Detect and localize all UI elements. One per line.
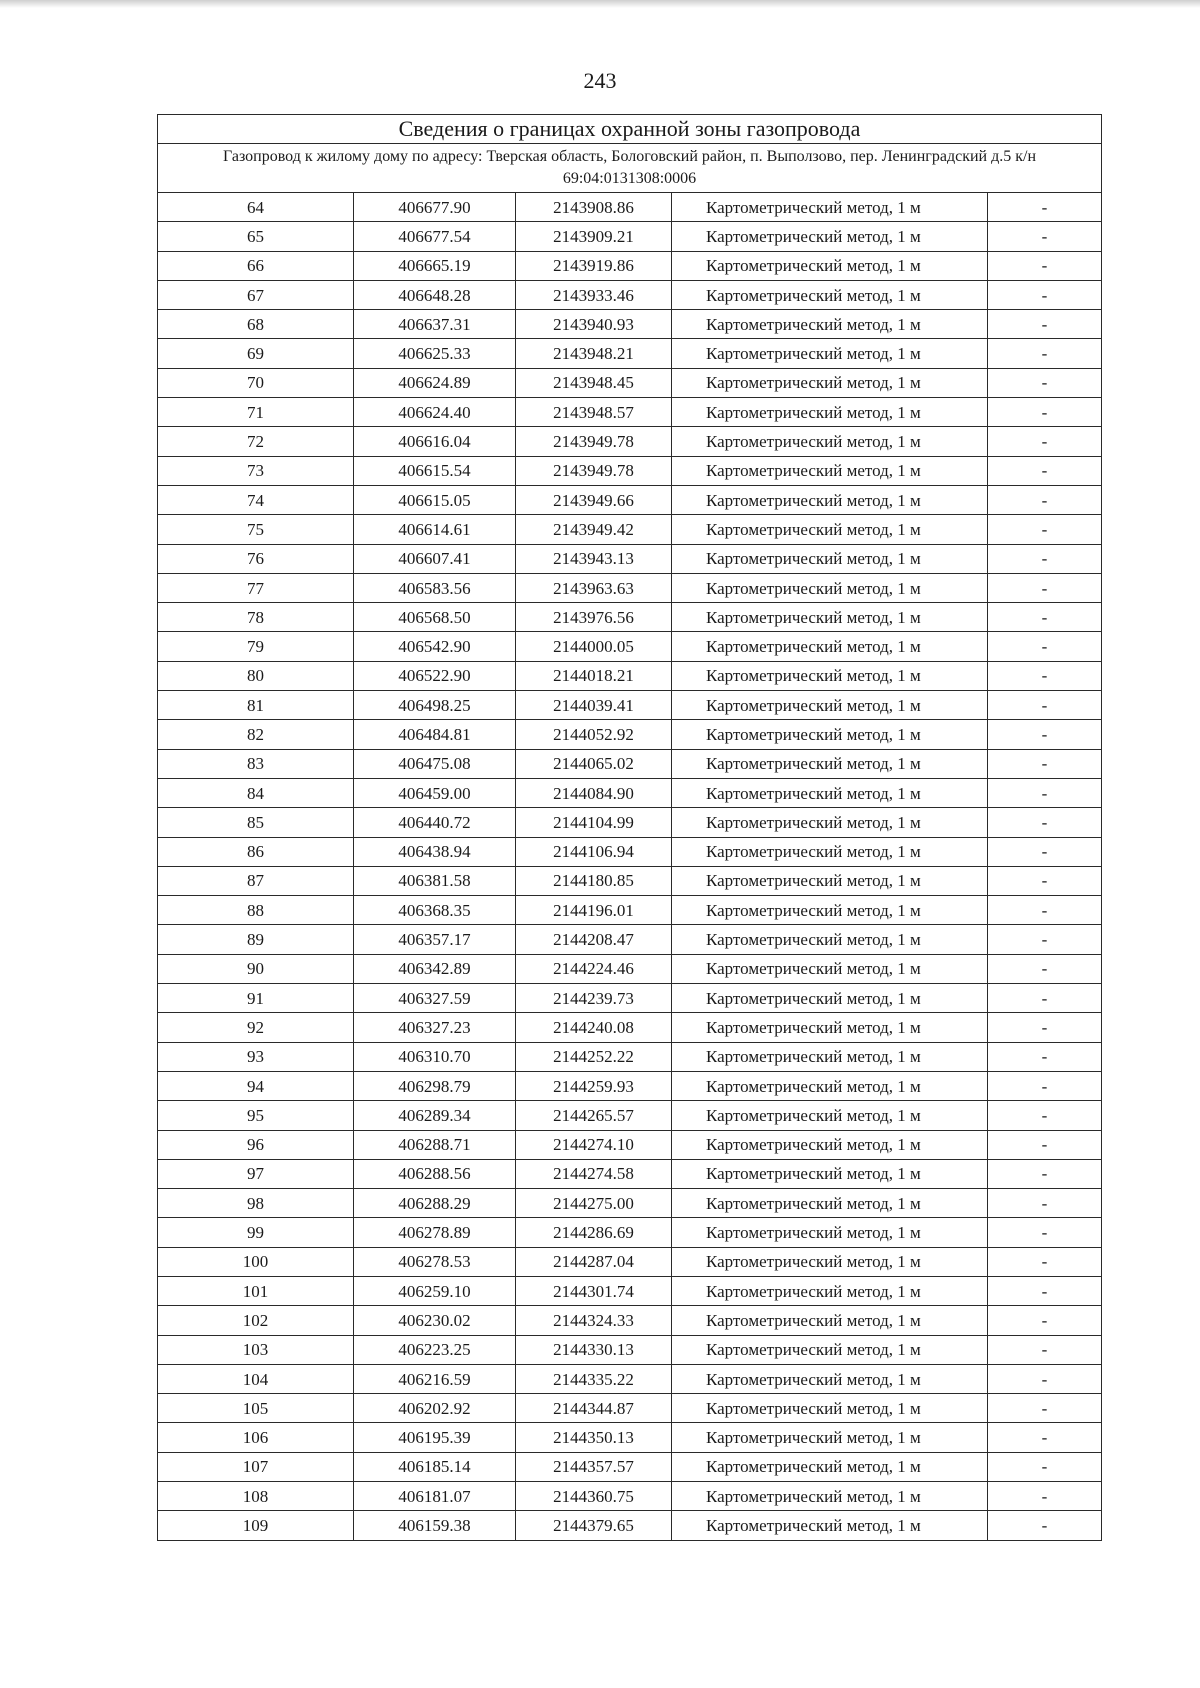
point-number-cell: 93: [158, 1042, 354, 1071]
table-row: [158, 456, 1102, 485]
table-row: [158, 1101, 1102, 1130]
x-coordinate-cell: 406498.25: [354, 691, 516, 720]
x-coordinate-cell: 406459.00: [354, 778, 516, 807]
point-number-cell: 74: [158, 485, 354, 514]
x-coordinate-cell: 406616.04: [354, 427, 516, 456]
x-coordinate-cell: 406665.19: [354, 251, 516, 280]
note-cell: -: [988, 1306, 1102, 1335]
point-number-cell: 66: [158, 251, 354, 280]
x-coordinate-cell: 406195.39: [354, 1423, 516, 1452]
y-coordinate-cell: 2144301.74: [516, 1276, 672, 1305]
method-cell: Картометрический метод, 1 м: [672, 603, 988, 632]
note-cell: -: [988, 1276, 1102, 1305]
note-cell: -: [988, 515, 1102, 544]
y-coordinate-cell: 2143940.93: [516, 310, 672, 339]
table-row: [158, 1013, 1102, 1042]
x-coordinate-cell: 406677.54: [354, 222, 516, 251]
scan-edge: [0, 0, 1200, 8]
note-cell: -: [988, 310, 1102, 339]
method-cell: Картометрический метод, 1 м: [672, 632, 988, 661]
note-cell: -: [988, 1130, 1102, 1159]
table-row: [158, 1276, 1102, 1305]
x-coordinate-cell: 406648.28: [354, 280, 516, 309]
point-number-cell: 69: [158, 339, 354, 368]
x-coordinate-cell: 406230.02: [354, 1306, 516, 1335]
y-coordinate-cell: 2144265.57: [516, 1101, 672, 1130]
note-cell: -: [988, 896, 1102, 925]
y-coordinate-cell: 2144274.10: [516, 1130, 672, 1159]
method-cell: Картометрический метод, 1 м: [672, 1364, 988, 1393]
y-coordinate-cell: 2144224.46: [516, 954, 672, 983]
x-coordinate-cell: 406583.56: [354, 573, 516, 602]
note-cell: -: [988, 1452, 1102, 1481]
y-coordinate-cell: 2144065.02: [516, 749, 672, 778]
x-coordinate-cell: 406475.08: [354, 749, 516, 778]
x-coordinate-cell: 406288.29: [354, 1189, 516, 1218]
note-cell: -: [988, 222, 1102, 251]
point-number-cell: 105: [158, 1394, 354, 1423]
x-coordinate-cell: 406615.05: [354, 485, 516, 514]
table-row: [158, 1218, 1102, 1247]
y-coordinate-cell: 2144240.08: [516, 1013, 672, 1042]
table-row: [158, 193, 1102, 222]
y-coordinate-cell: 2144360.75: [516, 1482, 672, 1511]
point-number-cell: 80: [158, 661, 354, 690]
method-cell: Картометрический метод, 1 м: [672, 427, 988, 456]
y-coordinate-cell: 2144239.73: [516, 984, 672, 1013]
table-row: [158, 1482, 1102, 1511]
table-row: [158, 1247, 1102, 1276]
x-coordinate-cell: 406185.14: [354, 1452, 516, 1481]
method-cell: Картометрический метод, 1 м: [672, 984, 988, 1013]
x-coordinate-cell: 406327.59: [354, 984, 516, 1013]
point-number-cell: 76: [158, 544, 354, 573]
note-cell: -: [988, 808, 1102, 837]
method-cell: Картометрический метод, 1 м: [672, 193, 988, 222]
x-coordinate-cell: 406278.89: [354, 1218, 516, 1247]
note-cell: -: [988, 427, 1102, 456]
note-cell: -: [988, 398, 1102, 427]
point-number-cell: 102: [158, 1306, 354, 1335]
method-cell: Картометрический метод, 1 м: [672, 1101, 988, 1130]
method-cell: Картометрический метод, 1 м: [672, 310, 988, 339]
point-number-cell: 90: [158, 954, 354, 983]
x-coordinate-cell: 406522.90: [354, 661, 516, 690]
note-cell: -: [988, 1423, 1102, 1452]
y-coordinate-cell: 2143919.86: [516, 251, 672, 280]
y-coordinate-cell: 2144052.92: [516, 720, 672, 749]
point-number-cell: 108: [158, 1482, 354, 1511]
point-number-cell: 107: [158, 1452, 354, 1481]
point-number-cell: 96: [158, 1130, 354, 1159]
note-cell: -: [988, 984, 1102, 1013]
method-cell: Картометрический метод, 1 м: [672, 1306, 988, 1335]
x-coordinate-cell: 406216.59: [354, 1364, 516, 1393]
y-coordinate-cell: 2144106.94: [516, 837, 672, 866]
method-cell: Картометрический метод, 1 м: [672, 1452, 988, 1481]
x-coordinate-cell: 406223.25: [354, 1335, 516, 1364]
note-cell: -: [988, 368, 1102, 397]
x-coordinate-cell: 406677.90: [354, 193, 516, 222]
y-coordinate-cell: 2144379.65: [516, 1511, 672, 1540]
method-cell: Картометрический метод, 1 м: [672, 1189, 988, 1218]
table-row: [158, 661, 1102, 690]
note-cell: -: [988, 1482, 1102, 1511]
point-number-cell: 79: [158, 632, 354, 661]
point-number-cell: 70: [158, 368, 354, 397]
y-coordinate-cell: 2143948.21: [516, 339, 672, 368]
point-number-cell: 97: [158, 1159, 354, 1188]
method-cell: Картометрический метод, 1 м: [672, 544, 988, 573]
point-number-cell: 91: [158, 984, 354, 1013]
x-coordinate-cell: 406624.40: [354, 398, 516, 427]
x-coordinate-cell: 406614.61: [354, 515, 516, 544]
table-row: [158, 573, 1102, 602]
note-cell: -: [988, 925, 1102, 954]
method-cell: Картометрический метод, 1 м: [672, 720, 988, 749]
y-coordinate-cell: 2143949.78: [516, 427, 672, 456]
y-coordinate-cell: 2143908.86: [516, 193, 672, 222]
table-row: [158, 954, 1102, 983]
y-coordinate-cell: 2144104.99: [516, 808, 672, 837]
table-row: [158, 398, 1102, 427]
point-number-cell: 104: [158, 1364, 354, 1393]
point-number-cell: 109: [158, 1511, 354, 1540]
table-row: [158, 1364, 1102, 1393]
note-cell: -: [988, 1042, 1102, 1071]
note-cell: -: [988, 691, 1102, 720]
note-cell: -: [988, 1159, 1102, 1188]
x-coordinate-cell: 406438.94: [354, 837, 516, 866]
note-cell: -: [988, 280, 1102, 309]
method-cell: Картометрический метод, 1 м: [672, 1511, 988, 1540]
point-number-cell: 64: [158, 193, 354, 222]
point-number-cell: 98: [158, 1189, 354, 1218]
point-number-cell: 71: [158, 398, 354, 427]
point-number-cell: 77: [158, 573, 354, 602]
point-number-cell: 92: [158, 1013, 354, 1042]
note-cell: -: [988, 720, 1102, 749]
y-coordinate-cell: 2144357.57: [516, 1452, 672, 1481]
note-cell: -: [988, 456, 1102, 485]
note-cell: -: [988, 954, 1102, 983]
method-cell: Картометрический метод, 1 м: [672, 749, 988, 778]
table-row: [158, 1189, 1102, 1218]
table-row: [158, 1335, 1102, 1364]
x-coordinate-cell: 406288.71: [354, 1130, 516, 1159]
y-coordinate-cell: 2143963.63: [516, 573, 672, 602]
y-coordinate-cell: 2144350.13: [516, 1423, 672, 1452]
table-row: [158, 1042, 1102, 1071]
x-coordinate-cell: 406440.72: [354, 808, 516, 837]
method-cell: Картометрический метод, 1 м: [672, 1218, 988, 1247]
y-coordinate-cell: 2143949.66: [516, 485, 672, 514]
table-row: [158, 749, 1102, 778]
method-cell: Картометрический метод, 1 м: [672, 573, 988, 602]
method-cell: Картометрический метод, 1 м: [672, 866, 988, 895]
y-coordinate-cell: 2144259.93: [516, 1071, 672, 1100]
table-row: [158, 515, 1102, 544]
x-coordinate-cell: 406368.35: [354, 896, 516, 925]
y-coordinate-cell: 2144275.00: [516, 1189, 672, 1218]
method-cell: Картометрический метод, 1 м: [672, 1042, 988, 1071]
method-cell: Картометрический метод, 1 м: [672, 925, 988, 954]
table-title: Сведения о границах охранной зоны газопровода: [158, 115, 1102, 144]
y-coordinate-cell: 2143943.13: [516, 544, 672, 573]
point-number-cell: 89: [158, 925, 354, 954]
table-subtitle: Газопровод к жилому дому по адресу: Тверская область, Бологовский район, п. Выползово, пер. Ленинградский д.5 к/н 69:04:0131308:0006: [158, 144, 1102, 193]
table-row: [158, 925, 1102, 954]
table-row: [158, 691, 1102, 720]
x-coordinate-cell: 406342.89: [354, 954, 516, 983]
x-coordinate-cell: 406259.10: [354, 1276, 516, 1305]
method-cell: Картометрический метод, 1 м: [672, 398, 988, 427]
method-cell: Картометрический метод, 1 м: [672, 837, 988, 866]
note-cell: -: [988, 544, 1102, 573]
note-cell: -: [988, 866, 1102, 895]
y-coordinate-cell: 2144084.90: [516, 778, 672, 807]
y-coordinate-cell: 2143949.42: [516, 515, 672, 544]
point-number-cell: 100: [158, 1247, 354, 1276]
point-number-cell: 103: [158, 1335, 354, 1364]
method-cell: Картометрический метод, 1 м: [672, 515, 988, 544]
method-cell: Картометрический метод, 1 м: [672, 485, 988, 514]
table-row: [158, 632, 1102, 661]
table-row: [158, 808, 1102, 837]
method-cell: Картометрический метод, 1 м: [672, 661, 988, 690]
method-cell: Картометрический метод, 1 м: [672, 1013, 988, 1042]
method-cell: Картометрический метод, 1 м: [672, 1247, 988, 1276]
method-cell: Картометрический метод, 1 м: [672, 456, 988, 485]
y-coordinate-cell: 2144039.41: [516, 691, 672, 720]
x-coordinate-cell: 406159.38: [354, 1511, 516, 1540]
method-cell: Картометрический метод, 1 м: [672, 896, 988, 925]
y-coordinate-cell: 2144018.21: [516, 661, 672, 690]
table-subtitle-row: [158, 144, 1102, 193]
table-row: [158, 280, 1102, 309]
y-coordinate-cell: 2144344.87: [516, 1394, 672, 1423]
method-cell: Картометрический метод, 1 м: [672, 1159, 988, 1188]
table-row: [158, 720, 1102, 749]
note-cell: -: [988, 193, 1102, 222]
table-row: [158, 310, 1102, 339]
x-coordinate-cell: 406289.34: [354, 1101, 516, 1130]
point-number-cell: 75: [158, 515, 354, 544]
method-cell: Картометрический метод, 1 м: [672, 280, 988, 309]
point-number-cell: 73: [158, 456, 354, 485]
table-row: [158, 984, 1102, 1013]
point-number-cell: 84: [158, 778, 354, 807]
x-coordinate-cell: 406278.53: [354, 1247, 516, 1276]
x-coordinate-cell: 406607.41: [354, 544, 516, 573]
method-cell: Картометрический метод, 1 м: [672, 1335, 988, 1364]
y-coordinate-cell: 2143948.45: [516, 368, 672, 397]
table-row: [158, 1130, 1102, 1159]
y-coordinate-cell: 2144274.58: [516, 1159, 672, 1188]
point-number-cell: 95: [158, 1101, 354, 1130]
y-coordinate-cell: 2143948.57: [516, 398, 672, 427]
table-row: [158, 896, 1102, 925]
method-cell: Картометрический метод, 1 м: [672, 778, 988, 807]
note-cell: -: [988, 749, 1102, 778]
table-row: [158, 339, 1102, 368]
point-number-cell: 86: [158, 837, 354, 866]
x-coordinate-cell: 406624.89: [354, 368, 516, 397]
point-number-cell: 67: [158, 280, 354, 309]
x-coordinate-cell: 406625.33: [354, 339, 516, 368]
note-cell: -: [988, 1101, 1102, 1130]
note-cell: -: [988, 1218, 1102, 1247]
x-coordinate-cell: 406202.92: [354, 1394, 516, 1423]
point-number-cell: 94: [158, 1071, 354, 1100]
method-cell: Картометрический метод, 1 м: [672, 954, 988, 983]
table-row: [158, 427, 1102, 456]
note-cell: -: [988, 603, 1102, 632]
x-coordinate-cell: 406484.81: [354, 720, 516, 749]
x-coordinate-cell: 406181.07: [354, 1482, 516, 1511]
table-row: [158, 837, 1102, 866]
point-number-cell: 87: [158, 866, 354, 895]
method-cell: Картометрический метод, 1 м: [672, 368, 988, 397]
note-cell: -: [988, 1364, 1102, 1393]
x-coordinate-cell: 406637.31: [354, 310, 516, 339]
table-row: [158, 1511, 1102, 1540]
point-number-cell: 85: [158, 808, 354, 837]
note-cell: -: [988, 661, 1102, 690]
x-coordinate-cell: 406381.58: [354, 866, 516, 895]
note-cell: -: [988, 1247, 1102, 1276]
note-cell: -: [988, 339, 1102, 368]
table-row: [158, 603, 1102, 632]
x-coordinate-cell: 406568.50: [354, 603, 516, 632]
method-cell: Картометрический метод, 1 м: [672, 1130, 988, 1159]
table-row: [158, 485, 1102, 514]
table-title-row: [158, 115, 1102, 144]
method-cell: Картометрический метод, 1 м: [672, 1423, 988, 1452]
note-cell: -: [988, 837, 1102, 866]
x-coordinate-cell: 406310.70: [354, 1042, 516, 1071]
point-number-cell: 72: [158, 427, 354, 456]
y-coordinate-cell: 2143933.46: [516, 280, 672, 309]
point-number-cell: 99: [158, 1218, 354, 1247]
y-coordinate-cell: 2144208.47: [516, 925, 672, 954]
method-cell: Картометрический метод, 1 м: [672, 251, 988, 280]
note-cell: -: [988, 1189, 1102, 1218]
point-number-cell: 78: [158, 603, 354, 632]
method-cell: Картометрический метод, 1 м: [672, 1071, 988, 1100]
table-row: [158, 1394, 1102, 1423]
method-cell: Картометрический метод, 1 м: [672, 339, 988, 368]
y-coordinate-cell: 2144180.85: [516, 866, 672, 895]
point-number-cell: 82: [158, 720, 354, 749]
note-cell: -: [988, 573, 1102, 602]
x-coordinate-cell: 406298.79: [354, 1071, 516, 1100]
point-number-cell: 68: [158, 310, 354, 339]
y-coordinate-cell: 2143976.56: [516, 603, 672, 632]
y-coordinate-cell: 2144335.22: [516, 1364, 672, 1393]
table-row: [158, 1423, 1102, 1452]
y-coordinate-cell: 2144196.01: [516, 896, 672, 925]
table-row: [158, 1159, 1102, 1188]
table-row: [158, 544, 1102, 573]
method-cell: Картометрический метод, 1 м: [672, 808, 988, 837]
table-row: [158, 1306, 1102, 1335]
note-cell: -: [988, 1511, 1102, 1540]
point-number-cell: 83: [158, 749, 354, 778]
y-coordinate-cell: 2143949.78: [516, 456, 672, 485]
method-cell: Картометрический метод, 1 м: [672, 1276, 988, 1305]
point-number-cell: 88: [158, 896, 354, 925]
table-row: [158, 251, 1102, 280]
gas-pipeline-zone-table: [157, 114, 1102, 1541]
x-coordinate-cell: 406615.54: [354, 456, 516, 485]
note-cell: -: [988, 1071, 1102, 1100]
x-coordinate-cell: 406288.56: [354, 1159, 516, 1188]
table-row: [158, 1452, 1102, 1481]
point-number-cell: 101: [158, 1276, 354, 1305]
note-cell: -: [988, 1013, 1102, 1042]
y-coordinate-cell: 2144287.04: [516, 1247, 672, 1276]
point-number-cell: 65: [158, 222, 354, 251]
point-number-cell: 81: [158, 691, 354, 720]
y-coordinate-cell: 2144324.33: [516, 1306, 672, 1335]
y-coordinate-cell: 2144330.13: [516, 1335, 672, 1364]
note-cell: -: [988, 1394, 1102, 1423]
y-coordinate-cell: 2144000.05: [516, 632, 672, 661]
y-coordinate-cell: 2143909.21: [516, 222, 672, 251]
note-cell: -: [988, 632, 1102, 661]
note-cell: -: [988, 485, 1102, 514]
method-cell: Картометрический метод, 1 м: [672, 1394, 988, 1423]
page-number: 243: [583, 68, 617, 93]
note-cell: -: [988, 251, 1102, 280]
x-coordinate-cell: 406327.23: [354, 1013, 516, 1042]
note-cell: -: [988, 1335, 1102, 1364]
x-coordinate-cell: 406357.17: [354, 925, 516, 954]
table-row: [158, 368, 1102, 397]
table-row: [158, 778, 1102, 807]
table-row: [158, 222, 1102, 251]
y-coordinate-cell: 2144252.22: [516, 1042, 672, 1071]
table-row: [158, 866, 1102, 895]
table-row: [158, 1071, 1102, 1100]
point-number-cell: 106: [158, 1423, 354, 1452]
method-cell: Картометрический метод, 1 м: [672, 222, 988, 251]
note-cell: -: [988, 778, 1102, 807]
x-coordinate-cell: 406542.90: [354, 632, 516, 661]
method-cell: Картометрический метод, 1 м: [672, 1482, 988, 1511]
y-coordinate-cell: 2144286.69: [516, 1218, 672, 1247]
method-cell: Картометрический метод, 1 м: [672, 691, 988, 720]
